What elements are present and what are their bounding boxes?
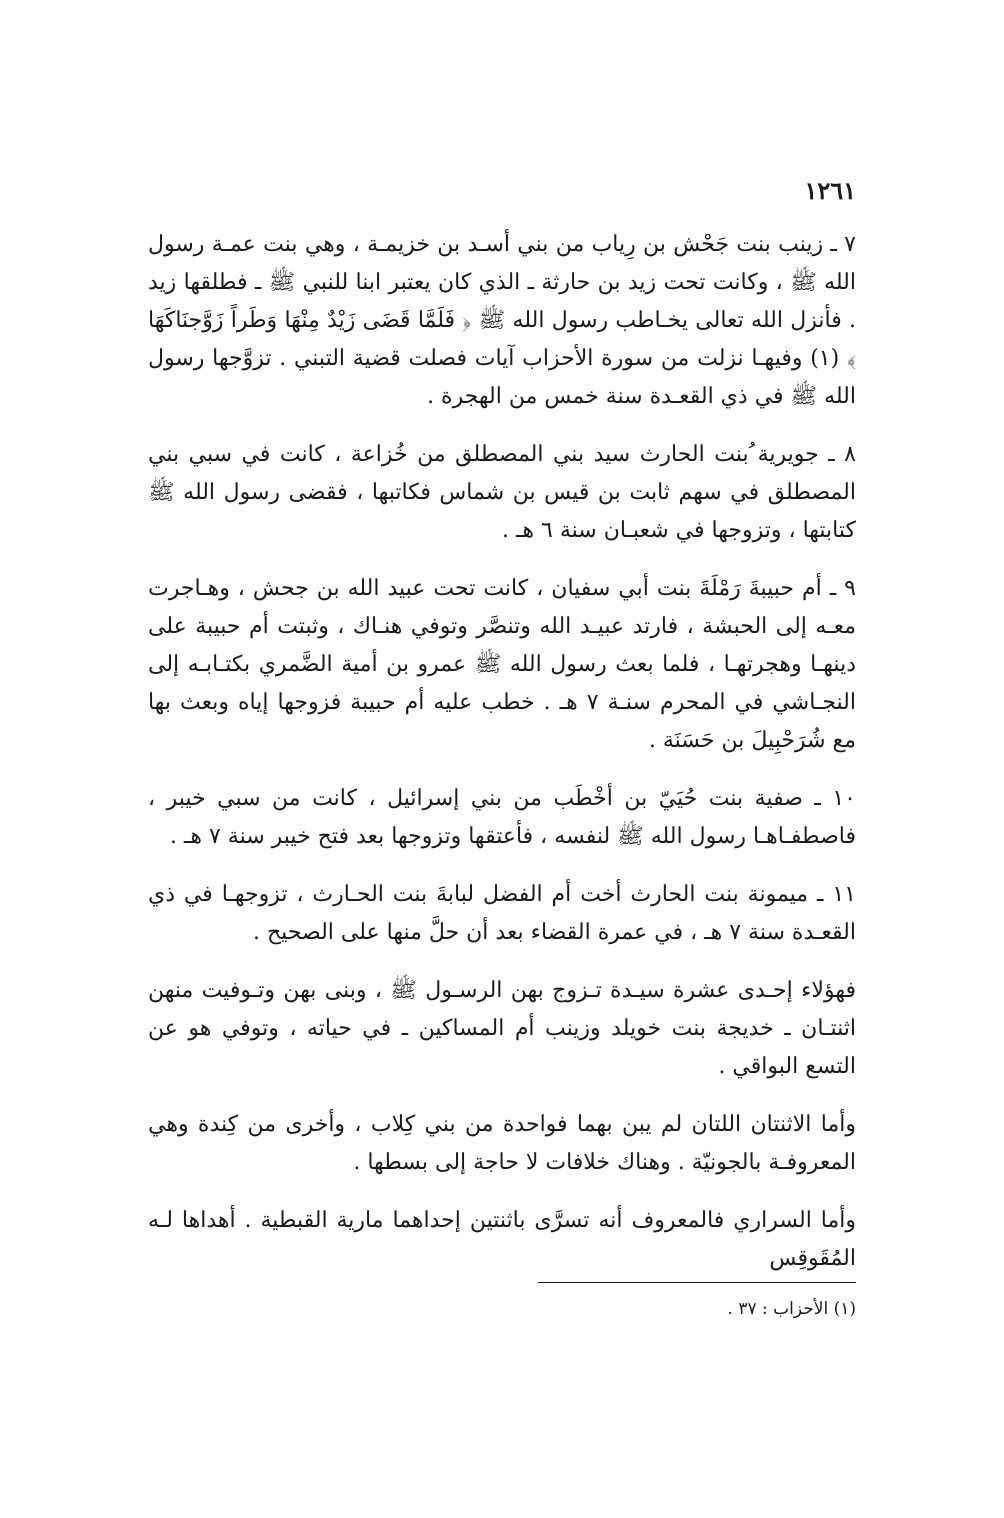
footnote-divider xyxy=(538,1282,856,1283)
main-text xyxy=(148,226,856,1298)
paragraph-summary: فهؤلاء إحـدى عشرة سيـدة تـزوج بهن الرسـول ﷺ ، وبنى بهن وتـوفيت منهن اثنتـان ـ خديجة بنت خويلد وزينب أم المساكين ـ في حياته ، وتوفي هو عن التسع البواقي . xyxy=(148,978,856,1079)
page-number: ١٢٦١ xyxy=(804,176,856,205)
paragraph-maymuna: ١١ ـ ميمونة بنت الحارث أخت أم الفضل لبابةَ بنت الحـارث ، تزوجهـا في ذي القعـدة سنة ٧ هـ ، في عمرة القضاء بعد أن حلَّ منها على الصحيح . xyxy=(148,882,856,945)
paragraph-unconsummated: وأما الاثنتان اللتان لم يبن بهما فواحدة من بني كِلاب ، وأخرى من كِندة وهي المعروفـة بالجونيّة . وهناك خلافات لا حاجة إلى بسطها . xyxy=(148,1112,856,1175)
paragraph-concubines: وأما السراري فالمعروف أنه تسرَّى باثنتين إحداهما مارية القبطية . أهداها لـه المُقَوقِس xyxy=(148,1208,856,1271)
paragraph-safiyya: ١٠ ـ صفية بنت حُيَيّ بن أخْطَب من بني إسرائيل ، كانت من سبي خيبر ، فاصطفـاهـا رسول الله ﷺ لنفسه ، فأعتقها وتزوجها بعد فتح خيبر سنة ٧ هـ . xyxy=(148,786,856,849)
footnote: (١) الأحزاب : ٣٧ . xyxy=(727,1299,856,1319)
paragraph-zaynab: ٧ ـ زينب بنت جَحْش بن رِياب من بني أسـد بن خزيمـة ، وهي بنت عمـة رسول الله ﷺ ، وكانت تحت زيد بن حارثة ـ الذي كان يعتبر ابنا للنبي ﷺ ـ فطلقها زيد . فأنزل الله تعالى يخـاطب رسول الله ﷺ ﴿ فَلَمَّا قَضَى زَيْدٌ مِنْهَا وَطَراً زَوَّجنَاكَهَا ﴾ (١) وفيهـا نزلت من سورة الأحزاب آيات فصلت قضية التبني . تزوَّجها رسول الله ﷺ في ذي القعـدة سنة خمس من الهجرة . xyxy=(148,232,856,409)
paragraph-juwayriya: ٨ ـ جويرية ُبنت الحارث سيد بني المصطلق من خُزاعة ، كانت في سبي بني المصطلق في سهم ثابت بن قيس بن شماس فكاتبها ، فقضى رسول الله ﷺ كتابتها ، وتزوجها في شعبـان سنة ٦ هـ . xyxy=(148,442,856,543)
paragraph-umm-habiba: ٩ ـ أم حبيبةَ رَمْلَةَ بنت أبي سفيان ، كانت تحت عبيد الله بن جحش ، وهـاجرت معـه إلى الحبشة ، فارتد عبيـد الله وتنصَّر وتوفي هنـاك ، وثبتت أم حبيبة على دينهـا وهجرتهـا ، فلما بعث رسول الله ﷺ عمرو بن أمية الضَّمري بكتـابـه إلى النجـاشي في المحرم سنـة ٧ هـ . خطب عليه أم حبيبة فزوجها إياه وبعث بها مع شُرَحْبِيلَ بن حَسَنَة . xyxy=(148,576,856,753)
